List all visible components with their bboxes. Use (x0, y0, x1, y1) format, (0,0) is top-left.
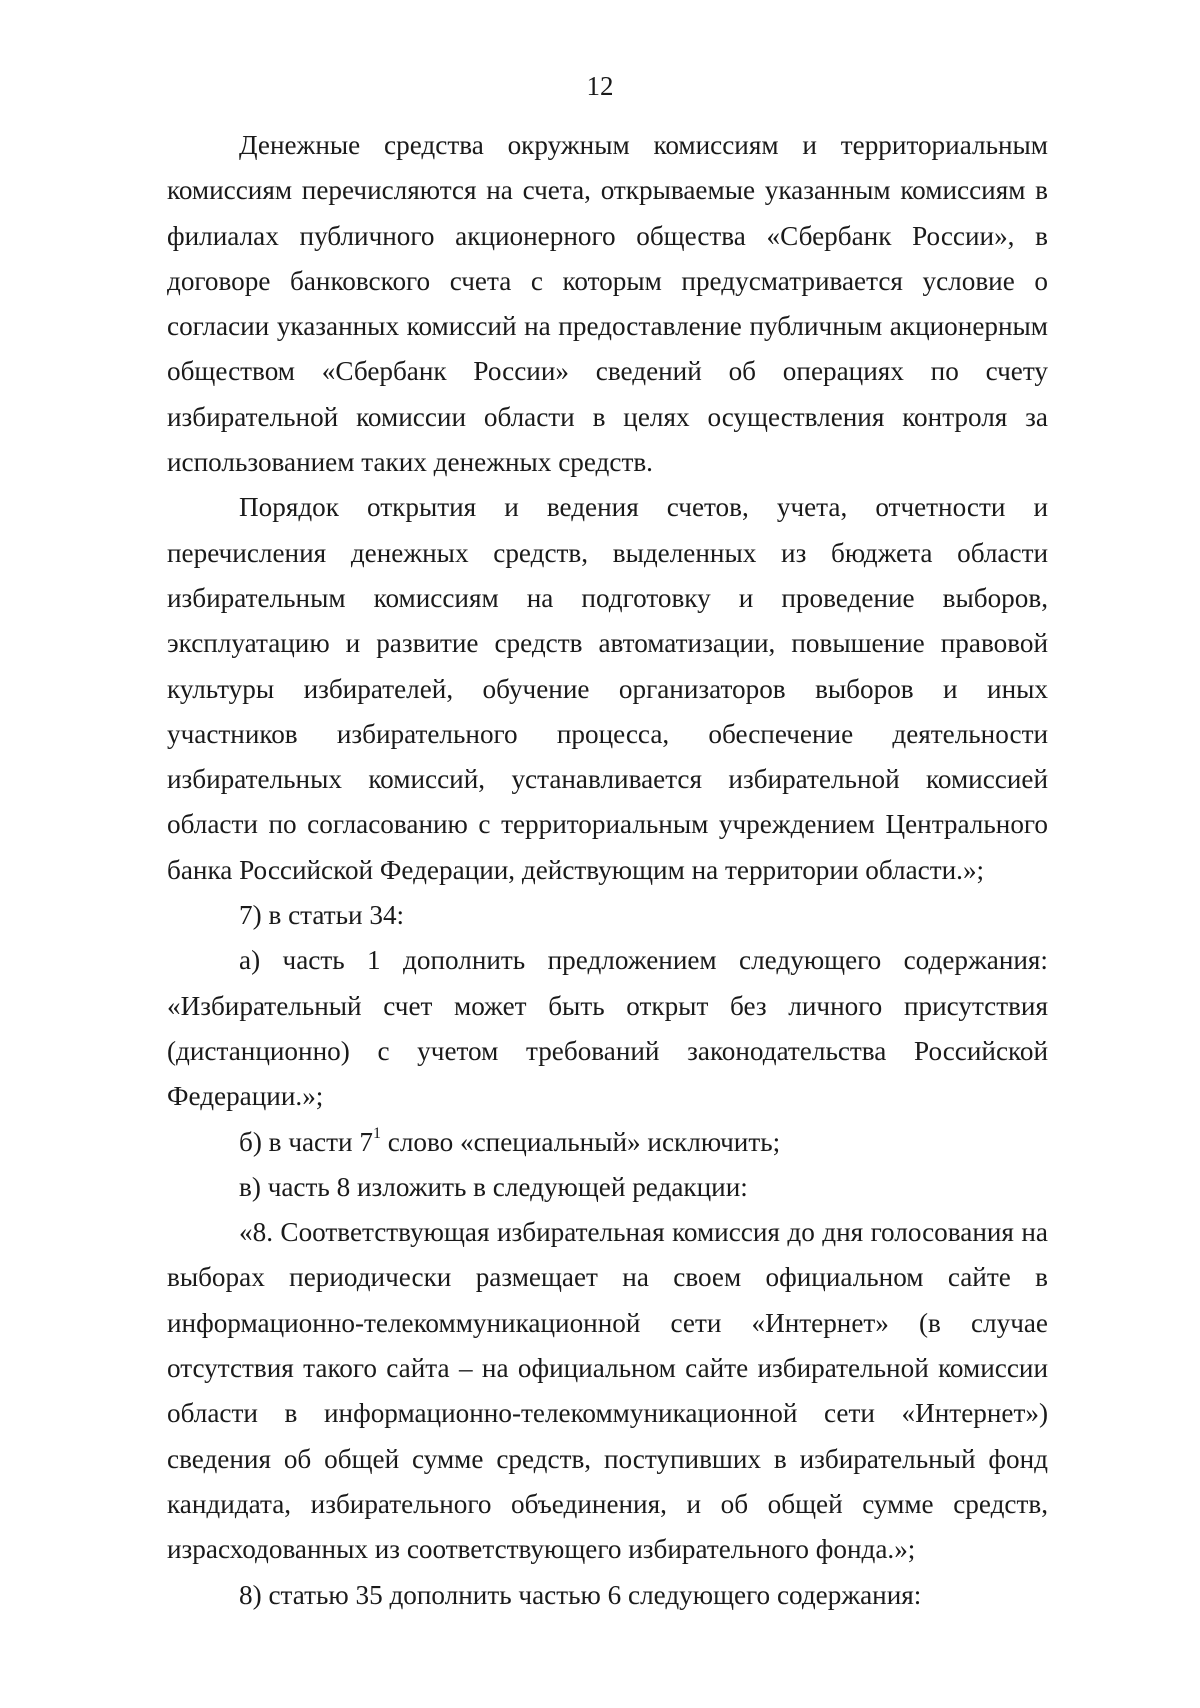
paragraph-accounts-procedure: Порядок открытия и ведения счетов, учета, отчетности и перечисления денежных средств, выделенных из бюджета области избирательным комиссиям на подготовку и проведение выборов, эксплуатацию и развитие средств автоматизации, повышение правовой культуры избирателей, обучение организаторов выборов и иных участников избирательного процесса, обеспечение деятельности избирательных комиссий, устанавливается избирательной комиссией области по согласованию с территориальным учреждением Центрального банка Российской Федерации, действующим на территории области.»; (167, 492, 1048, 885)
item-7b-text-before: б) в части 7 (239, 1126, 373, 1157)
page-number: 12 (586, 71, 614, 101)
paragraph-item-7a: а) часть 1 дополнить предложением следующего содержания: «Избирательный счет может быть открыт без личного присутствия (дистанционно) с учетом требований законодательства Российской Федерации.»; (167, 945, 1048, 1112)
paragraph-item-7v: в) часть 8 изложить в следующей редакции: (239, 1171, 748, 1202)
document-body (167, 123, 1048, 1618)
paragraph-item-8: 8) статью 35 дополнить частью 6 следующего содержания: (239, 1579, 922, 1610)
item-7b-superscript: 1 (372, 1125, 381, 1143)
paragraph-item-7: 7) в статьи 34: (239, 900, 405, 931)
item-7b-text-after: слово «специальный» исключить; (380, 1126, 781, 1157)
paragraph-part-8-text: «8. Соответствующая избирательная комиссия до дня голосования на выборах периодически размещает на своем официальном сайте в информационно-телекоммуникационной сети «Интернет» (в случае отсутствия такого сайта – на официальном сайте избирательной комиссии области в информационно-телекоммуникационной сети «Интернет») сведения об общей сумме средств, поступивших в избирательный фонд кандидата, избирательного объединения, и об общей сумме средств, израсходованных из соответствующего избирательного фонда.»; (167, 1217, 1048, 1565)
paragraph-item-7b (167, 1120, 1048, 1165)
paragraph-funds-transfer: Денежные средства окружным комиссиям и территориальным комиссиям перечисляются на счета, открываемые указанным комиссиям в филиалах публичного акционерного общества «Сбербанк России», в договоре банковского счета с которым предусматривается условие о согласии указанных комиссий на предоставление публичным акционерным обществом «Сбербанк России» сведений об операциях по счету избирательной комиссии области в целях осуществления контроля за использованием таких денежных средств. (167, 130, 1048, 478)
